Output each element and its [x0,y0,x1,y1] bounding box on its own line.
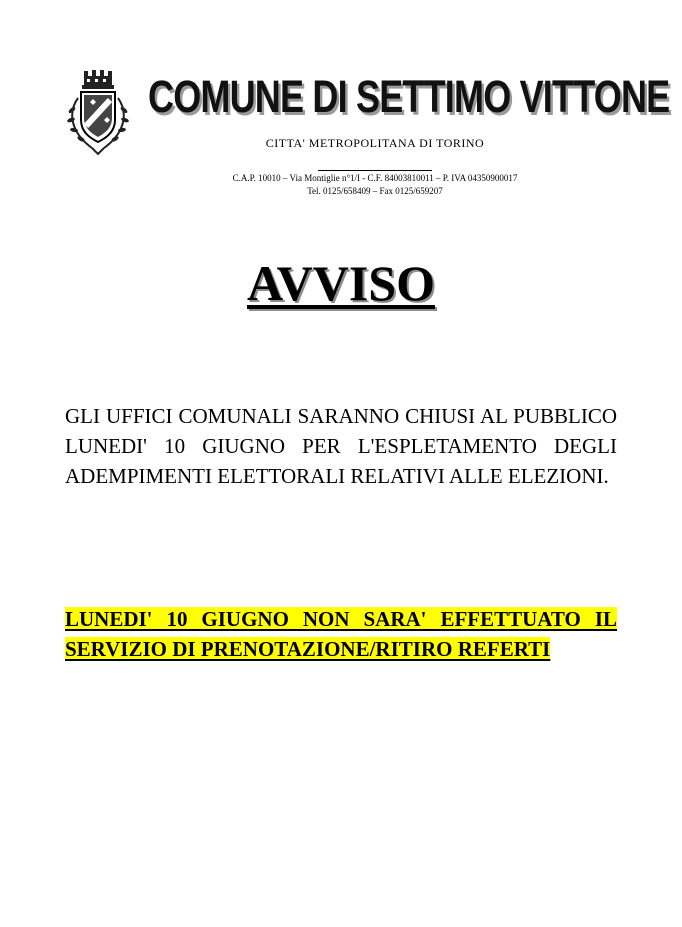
notice-title-text: AVVISO [246,255,436,311]
highlighted-notice-text: LUNEDI' 10 GIUGNO NON SARA' EFFETTUATO IL SERVIZIO DI PRENOTAZIONE/RITIRO REFERTI [65,607,617,661]
municipality-name: COMUNE DI SETTIMO VITTONE [148,71,670,122]
metro-area: CITTA' METROPOLITANA DI TORINO [265,136,485,150]
address-block [190,172,560,198]
notice-title [0,252,682,314]
header-divider [318,170,432,171]
contact-line: Tel. 0125/658409 – Fax 0125/659207 [307,186,443,196]
notice-body: GLI UFFICI COMUNALI SARANNO CHIUSI AL PUBBLICO LUNEDI' 10 GIUGNO PER L'ESPLETAMENTO DEGLI ADEMPIMENTI ELETTORALI RELATIVI ALLE ELEZIONI. [65,404,617,488]
municipal-coat-of-arms-icon [62,68,134,160]
address-line: C.A.P. 10010 – Via Montiglie n°1/I - C.F. 84003810011 – P. IVA 04350900017 [232,173,518,183]
highlighted-notice [65,604,617,664]
